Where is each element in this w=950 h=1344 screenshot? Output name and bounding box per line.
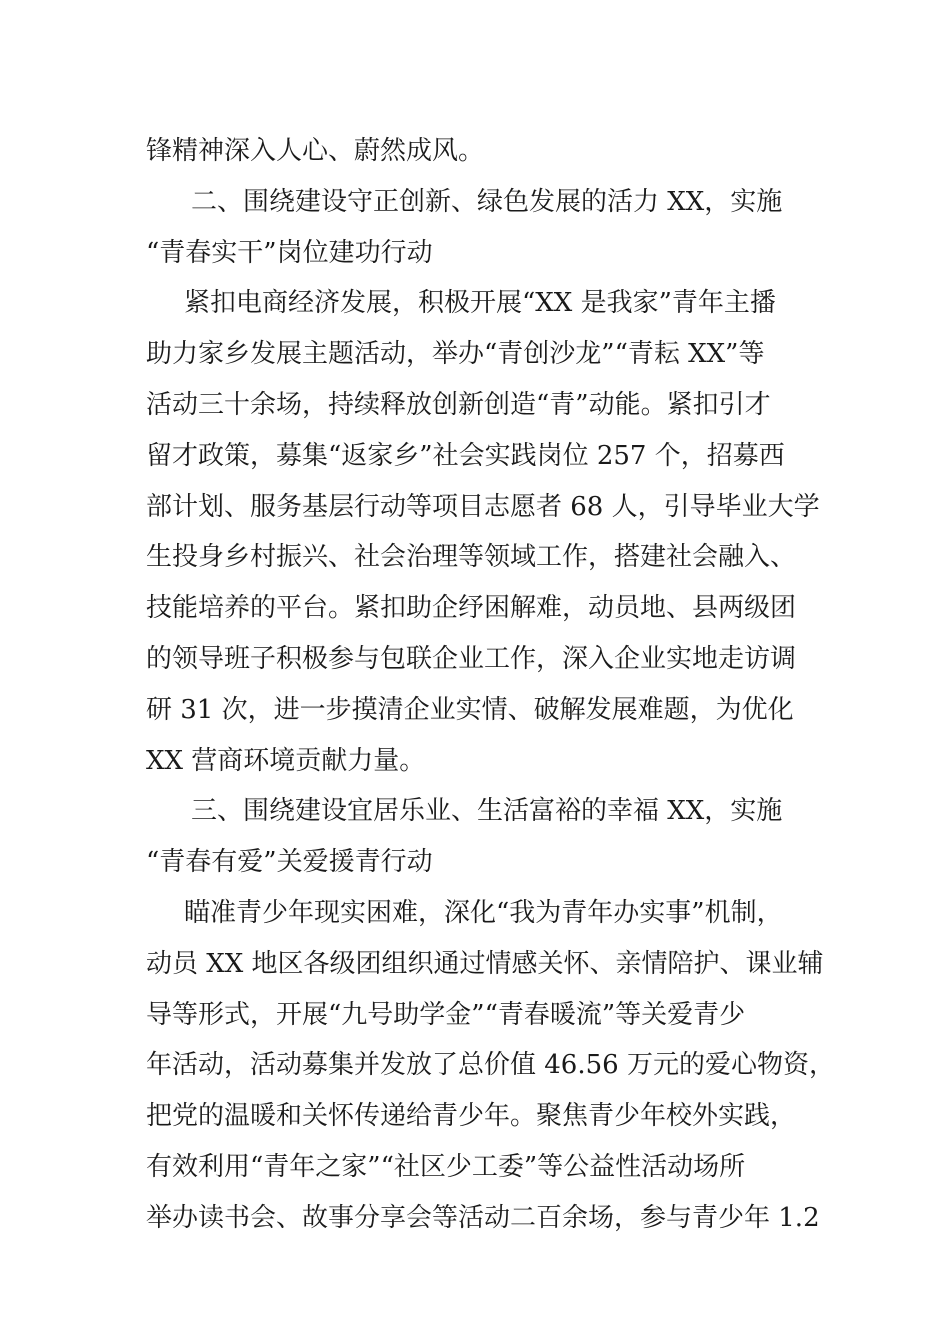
text-line: 生投身乡村振兴、社会治理等领域工作，搭建社会融入、 [146,542,797,573]
text-line: 举办读书会、故事分享会等活动二百余场，参与青少年 1.2 [146,1202,820,1233]
text-line: 助力家乡发展主题活动，举办“青创沙龙”“青耘 XX”等 [146,339,765,370]
text-line: 技能培养的平台。紧扣助企纾困解难，动员地、县两级团 [146,593,797,624]
text-line: 紧扣电商经济发展，积极开展“XX 是我家”青年主播 [184,288,776,319]
text-line: 动员 XX 地区各级团组织通过情感关怀、亲情陪护、课业辅 [146,948,824,979]
text-line: 活动三十余场，持续释放创新创造“青”动能。紧扣引才 [146,389,771,420]
text-line: 部计划、服务基层行动等项目志愿者 68 人，引导毕业大学 [146,491,820,522]
text-line: 二、围绕建设守正创新、绿色发展的活力 XX，实施 [191,186,783,217]
text-line: 研 31 次，进一步摸清企业实情、破解发展难题，为优化 [146,694,794,725]
document-body [146,126,835,1244]
text-line: 瞄准青少年现实困难，深化“我为青年办实事”机制， [184,897,783,928]
text-line: “青春实干”岗位建功行动 [146,237,433,268]
text-line: 年活动，活动募集并发放了总价值 46.56 万元的爱心物资， [146,1050,835,1081]
text-line: XX 营商环境贡献力量。 [146,745,426,776]
text-line: 有效利用“青年之家”“社区少工委”等公益性活动场所 [146,1151,746,1182]
text-line: 把党的温暖和关怀传递给青少年。聚焦青少年校外实践， [146,1101,797,1132]
text-line: 三、围绕建设宜居乐业、生活富裕的幸福 XX，实施 [191,796,783,827]
text-line: 留才政策，募集“返家乡”社会实践岗位 257 个，招募西 [146,440,785,471]
text-line: 锋精神深入人心、蔚然成风。 [146,136,485,166]
text-line: 导等形式，开展“九号助学金”“青春暖流”等关爱青少 [146,999,746,1030]
text-line: “青春有爱”关爱援青行动 [146,847,433,878]
text-line: 的领导班子积极参与包联企业工作，深入企业实地走访调 [146,643,797,674]
